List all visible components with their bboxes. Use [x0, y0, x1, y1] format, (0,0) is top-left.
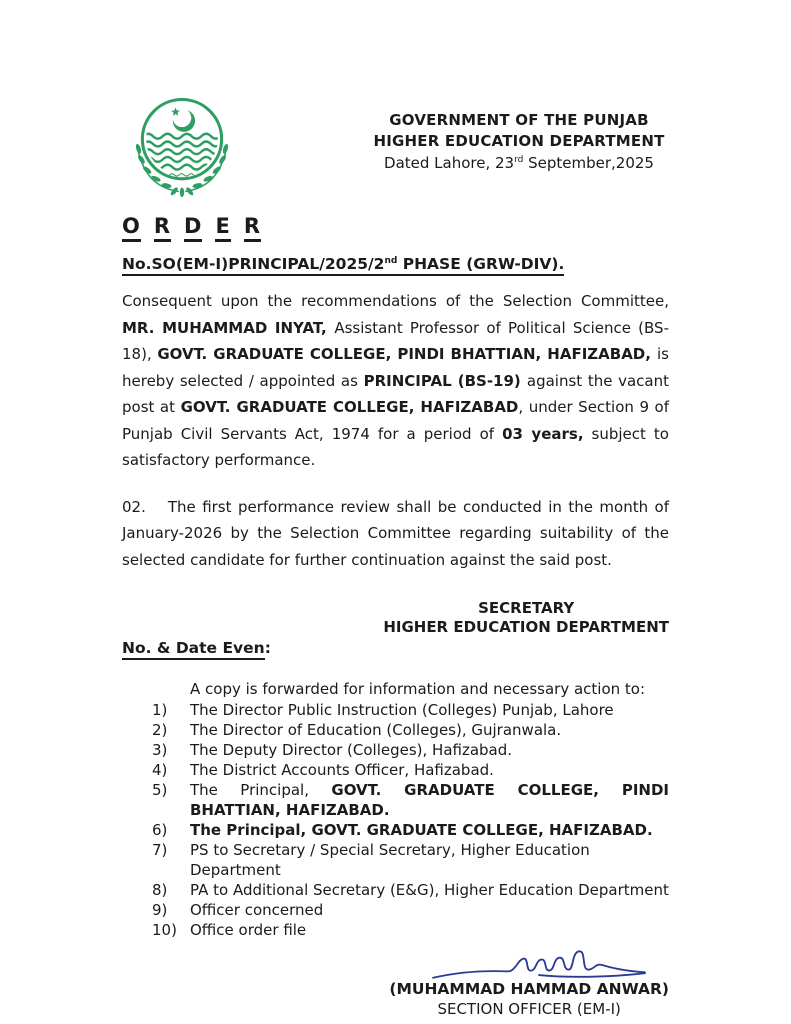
officer-designation: SECTION OFFICER (EM-I)	[437, 1000, 621, 1019]
list-item-number: 8)	[152, 881, 168, 900]
distribution-list	[122, 700, 669, 940]
list-item	[122, 720, 669, 740]
copy-forwarded-line: A copy is forwarded for information and necessary action to:	[190, 680, 646, 699]
date-prefix: Dated Lahore, 23	[384, 154, 515, 172]
list-item-text: The Deputy Director (Colleges), Hafizabad.	[190, 741, 513, 760]
government-name: GOVERNMENT OF THE PUNJAB	[389, 111, 649, 129]
list-item-text: The Director of Education (Colleges), Gujranwala.	[190, 721, 562, 740]
list-item-number: 10)	[152, 921, 177, 940]
handwritten-signature-icon	[420, 944, 658, 986]
body-paragraph-2	[122, 494, 669, 574]
ref-ordinal-superscript: nd	[384, 255, 398, 266]
list-item-number: 4)	[152, 761, 168, 780]
list-item	[122, 840, 669, 880]
list-item-text: The Director Public Instruction (Colleges) Punjab, Lahore	[190, 701, 614, 720]
list-item	[122, 900, 669, 920]
officer-name: (MUHAMMAD HAMMAD ANWAR)	[389, 980, 669, 999]
document-header	[122, 88, 669, 198]
list-item	[122, 780, 669, 820]
list-item	[122, 920, 669, 940]
no-and-date-text: No. & Date Even	[122, 639, 265, 660]
list-item-text: Officer concerned	[190, 901, 324, 920]
list-item-text: The Principal, GOVT. GRADUATE COLLEGE, PINDI BHATTIAN, HAFIZABAD.	[190, 781, 669, 820]
list-item	[122, 700, 669, 720]
signatory-title: SECRETARY	[478, 599, 575, 618]
list-item-number: 5)	[152, 781, 168, 800]
list-item-number: 9)	[152, 901, 168, 920]
reference-number	[122, 255, 669, 273]
body-paragraph-1: Consequent upon the recommendations of the Selection Committee, MR. MUHAMMAD INYAT, Assistant Professor of Political Science (BS-18), GOVT. GRADUATE COLLEGE, PINDI BHATTIAN, HAFIZABAD, is hereby selected / appointed as PRINCIPAL (BS-19) against the vacant post at GOVT. GRADUATE COLLEGE, HAFIZABAD, under Section 9 of Punjab Civil Servants Act, 1974 for a period of 03 years, subject to satisfactory performance.	[122, 292, 670, 470]
signatory-block	[383, 599, 669, 637]
date-ordinal-superscript: rd	[514, 155, 524, 165]
ref-suffix: PHASE (GRW-DIV).	[397, 255, 565, 274]
ref-prefix: No.SO(EM-I)PRINCIPAL/2025/2	[122, 255, 385, 274]
paragraph-2-text: The first performance review shall be conducted in the month of January-2026 by the Selection Committee regarding suitability of the selected candidate for further continuation against the said post.	[122, 497, 669, 569]
header-text-block	[369, 110, 669, 174]
list-item-text: PS to Secretary / Special Secretary, Higher Education Department	[190, 841, 590, 880]
signature-block	[389, 944, 669, 1019]
list-item	[122, 820, 669, 840]
order-title: O R D E R	[122, 214, 669, 242]
signatory-department: HIGHER EDUCATION DEPARTMENT	[383, 618, 669, 637]
department-name: HIGHER EDUCATION DEPARTMENT	[373, 132, 665, 150]
no-and-date-heading	[122, 639, 669, 657]
list-item	[122, 760, 669, 780]
list-item	[122, 740, 669, 760]
date-line	[369, 153, 669, 174]
list-item-number: 6)	[152, 821, 168, 840]
paragraph-number: 02.	[122, 497, 146, 516]
list-item-number: 7)	[152, 841, 168, 860]
list-item-number: 3)	[152, 741, 168, 760]
list-item-number: 1)	[152, 701, 168, 720]
no-and-date-colon: :	[264, 639, 271, 658]
list-item	[122, 880, 669, 900]
list-item-text: The Principal, GOVT. GRADUATE COLLEGE, HAFIZABAD.	[190, 821, 653, 840]
date-suffix: September,2025	[523, 154, 654, 172]
list-item-text: Office order file	[190, 921, 307, 940]
list-item-text: The District Accounts Officer, Hafizabad.	[190, 761, 494, 780]
punjab-government-crest-icon	[124, 88, 240, 198]
list-item-text: PA to Additional Secretary (E&G), Higher Education Department	[190, 881, 669, 900]
list-item-number: 2)	[152, 721, 168, 740]
